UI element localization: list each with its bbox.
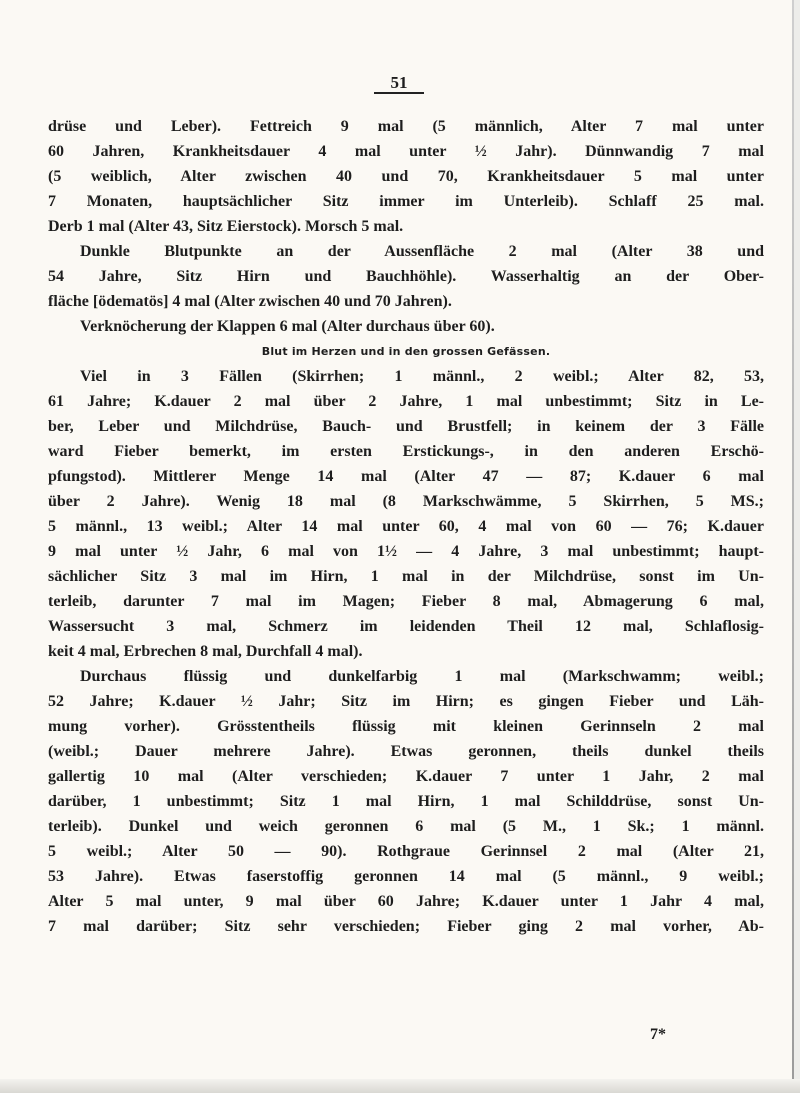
text-line: Durchaus flüssig und dunkelfarbig 1 mal (Markschwamm; weibl.; (80, 668, 764, 685)
text-line: keit 4 mal, Erbrechen 8 mal, Durchfall 4 mal). (48, 643, 363, 660)
text-line: mung vorher). Grösstentheils flüssig mit kleinen Gerinnseln 2 mal (48, 718, 764, 735)
section-heading: Blut im Herzen und in den grossen Gefässen. (261, 345, 551, 358)
text-line: 53 Jahre). Etwas faserstoffig geronnen 14 mal (5 männl., 9 weibl.; (48, 868, 764, 885)
text-line: 5 weibl.; Alter 50 — 90). Rothgraue Gerinnsel 2 mal (Alter 21, (48, 843, 764, 860)
page-edge-line (792, 0, 794, 1093)
text-line: 52 Jahre; K.dauer ½ Jahr; Sitz im Hirn; es gingen Fieber und Läh- (48, 693, 764, 710)
text-line: 5 männl., 13 weibl.; Alter 14 mal unter 60, 4 mal von 60 — 76; K.dauer (48, 518, 764, 535)
text-line: gallertig 10 mal (Alter verschieden; K.dauer 7 unter 1 Jahr, 2 mal (48, 768, 764, 785)
body-text (48, 114, 764, 939)
text-line: 54 Jahre, Sitz Hirn und Bauchhöhle). Wasserhaltig an der Ober- (48, 268, 764, 285)
text-line: terleib). Dunkel und weich geronnen 6 mal (5 M., 1 Sk.; 1 männl. (48, 818, 764, 835)
text-line: drüse und Leber). Fettreich 9 mal (5 männlich, Alter 7 mal unter (48, 118, 764, 135)
text-line: (weibl.; Dauer mehrere Jahre). Etwas geronnen, theils dunkel theils (48, 743, 764, 760)
text-line: darüber, 1 unbestimmt; Sitz 1 mal Hirn, 1 mal Schilddrüse, sonst Un- (48, 793, 764, 810)
text-line: Dunkle Blutpunkte an der Aussenfläche 2 mal (Alter 38 und (80, 243, 764, 260)
text-line: fläche [ödematös] 4 mal (Alter zwischen 40 und 70 Jahren). (48, 293, 452, 310)
scan-bottom-edge (0, 1079, 800, 1093)
text-line: Viel in 3 Fällen (Skirrhen; 1 männl., 2 weibl.; Alter 82, 53, (80, 368, 764, 385)
text-line: Derb 1 mal (Alter 43, Sitz Eierstock). Morsch 5 mal. (48, 218, 404, 235)
text-line: terleib, darunter 7 mal im Magen; Fieber 8 mal, Abmagerung 6 mal, (48, 593, 764, 610)
text-line: (5 weiblich, Alter zwischen 40 und 70, Krankheitsdauer 5 mal unter (48, 168, 764, 185)
text-line: 61 Jahre; K.dauer 2 mal über 2 Jahre, 1 mal unbestimmt; Sitz in Le- (48, 393, 764, 410)
text-line: 7 Monaten, hauptsächlicher Sitz immer im Unterleib). Schlaff 25 mal. (48, 193, 764, 210)
text-line: Alter 5 mal unter, 9 mal über 60 Jahre; K.dauer unter 1 Jahr 4 mal, (48, 893, 764, 910)
text-line: Wassersucht 3 mal, Schmerz im leidenden Theil 12 mal, Schlaflosig- (48, 618, 764, 635)
text-line: ber, Leber und Milchdrüse, Bauch- und Brustfell; in keinem der 3 Fälle (48, 418, 764, 435)
page-number: 51 (374, 74, 424, 94)
text-line: ward Fieber bemerkt, im ersten Erstickungs-, in den anderen Erschö- (48, 443, 764, 460)
text-line: über 2 Jahre). Wenig 18 mal (8 Markschwämme, 5 Skirrhen, 5 MS.; (48, 493, 764, 510)
text-line: 9 mal unter ½ Jahr, 6 mal von 1½ — 4 Jahre, 3 mal unbestimmt; haupt- (48, 543, 764, 560)
text-line: sächlicher Sitz 3 mal im Hirn, 1 mal in der Milchdrüse, sonst im Un- (48, 568, 764, 585)
text-line: 60 Jahren, Krankheitsdauer 4 mal unter ½ Jahr). Dünnwandig 7 mal (48, 143, 764, 160)
text-line: 7 mal darüber; Sitz sehr verschieden; Fieber ging 2 mal vorher, Ab- (48, 918, 764, 935)
catchword: 7* (650, 1026, 666, 1043)
page-edge-shadow (794, 0, 800, 1093)
text-line: pfungstod). Mittlerer Menge 14 mal (Alter 47 — 87; K.dauer 6 mal (48, 468, 764, 485)
text-line: Verknöcherung der Klappen 6 mal (Alter durchaus über 60). (80, 318, 495, 335)
